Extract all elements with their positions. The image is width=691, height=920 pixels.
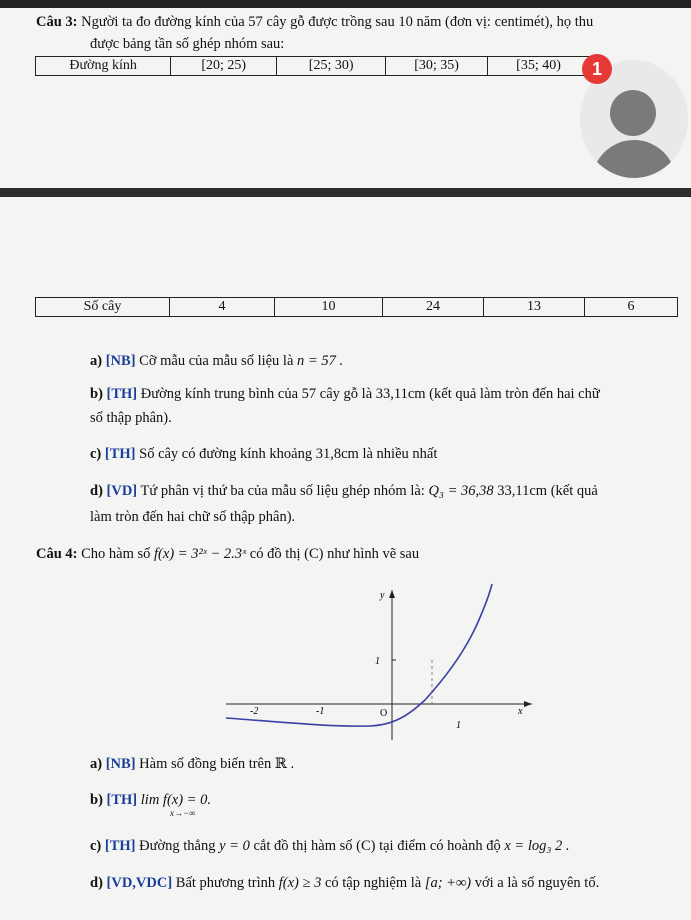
frequency-table-bottom: [35, 297, 678, 317]
q3-intro-line1: [36, 12, 593, 32]
table-cell: [30; 35): [386, 57, 488, 76]
option-math: lim f(x) = 0.: [140, 792, 211, 808]
option-text: Tứ phân vị thứ ba của mẫu số liệu ghép nhóm là:: [140, 483, 425, 499]
level-tag: [TH]: [106, 386, 138, 402]
q4-option-a: [90, 754, 294, 774]
dark-divider-band: [0, 188, 691, 197]
table-cell: [35; 40): [488, 57, 590, 76]
tick-label-y1: 1: [375, 656, 380, 667]
q3-option-d-line1: [90, 481, 598, 501]
table-cell: 10: [275, 298, 383, 317]
option-label: c): [90, 446, 102, 462]
table-cell: 4: [170, 298, 275, 317]
option-label: a): [90, 353, 103, 369]
option-math: y = 0: [219, 838, 250, 854]
level-tag: [TH]: [104, 446, 136, 462]
function-graph: [220, 582, 540, 744]
limit-subscript: x→−∞: [170, 808, 196, 818]
tick-label-x1: 1: [456, 720, 461, 731]
q3-option-b-line1: [90, 384, 600, 404]
x-axis-label: x: [518, 706, 523, 717]
table-cell: [25; 30): [277, 57, 386, 76]
option-math: f(x) ≥ 3: [278, 875, 322, 891]
top-edge: [0, 0, 691, 8]
option-text: có tập nghiệm là: [324, 875, 422, 891]
option-text: Cỡ mẫu của mẫu số liệu là: [139, 353, 294, 369]
option-text: Đường thẳng: [139, 838, 216, 854]
q4-option-c: [90, 836, 570, 856]
q3-label: Câu 3:: [36, 14, 78, 30]
q3-intro-text: Người ta đo đường kính của 57 cây gỗ được trồng sau 10 năm (đơn vị: centimét), họ thu: [81, 14, 594, 30]
option-text: Hàm số đồng biến trên ℝ .: [139, 756, 295, 772]
table-cell: [20; 25): [171, 57, 277, 76]
q4-intro-text: Cho hàm số: [81, 546, 151, 562]
option-label: a): [90, 756, 103, 772]
level-tag: [TH]: [104, 838, 136, 854]
option-label: b): [90, 386, 103, 402]
option-label: d): [90, 875, 103, 891]
option-text: Đường kính trung bình của 57 cây gỗ là 33,11cm (kết quả làm tròn đến hai chữ: [140, 386, 600, 402]
q4-formula: f(x) = 3²ˣ − 2.3ˣ: [154, 546, 247, 562]
level-tag: [VD,VDC]: [106, 875, 173, 891]
option-math: [a; +∞): [424, 875, 472, 891]
option-text: với a là số nguyên tố.: [474, 875, 600, 891]
q4-option-b: [90, 790, 211, 810]
option-math: Q₃ = 36,38: [428, 483, 494, 499]
option-label: d): [90, 483, 103, 499]
tick-label-x-neg2: -2: [250, 706, 259, 717]
q4-label: Câu 4:: [36, 546, 78, 562]
level-tag: [NB]: [105, 756, 136, 772]
q4-intro-text: có đồ thị (C) như hình vẽ sau: [249, 546, 420, 562]
y-axis-label: y: [380, 590, 385, 601]
q3-option-b-line2: số thập phân).: [90, 410, 172, 426]
tick-label-x-neg1: -1: [316, 706, 325, 717]
level-tag: [TH]: [106, 792, 138, 808]
option-text: 33,11cm (kết quả: [497, 483, 598, 499]
q4-intro: [36, 544, 419, 564]
option-math: n = 57 .: [297, 353, 344, 369]
q3-option-a: [90, 351, 343, 371]
curve-c: [226, 584, 492, 726]
option-label: c): [90, 838, 102, 854]
table-cell: 6: [585, 298, 678, 317]
table-cell: 13: [484, 298, 585, 317]
notification-badge[interactable]: 1: [582, 54, 612, 84]
q4-option-d: [90, 873, 599, 893]
q3-option-c: [90, 444, 437, 464]
q3-option-d-line2: làm tròn đến hai chữ số thập phân).: [90, 509, 296, 525]
option-label: b): [90, 792, 103, 808]
q3-intro-line2: được bảng tần số ghép nhóm sau:: [90, 36, 285, 52]
table-cell: 24: [383, 298, 484, 317]
avatar-body-shape: [592, 140, 676, 178]
option-text: Số cây có đường kính khoảng 31,8cm là nhiều nhất: [139, 446, 438, 462]
option-text: cắt đồ thị hàm số (C) tại điểm có hoành độ: [253, 838, 501, 854]
table-header-duong-kinh: Đường kính: [36, 57, 171, 76]
option-math: x = log₃ 2 .: [504, 838, 570, 854]
origin-label: O: [380, 708, 388, 719]
avatar-head-shape: [610, 90, 656, 136]
option-text: Bất phương trình: [175, 875, 276, 891]
y-axis-arrow: [389, 590, 395, 598]
x-axis-arrow: [524, 701, 532, 707]
frequency-table-top: [35, 56, 590, 76]
table-header-so-cay: Số cây: [36, 298, 170, 317]
level-tag: [VD]: [106, 483, 138, 499]
level-tag: [NB]: [105, 353, 136, 369]
